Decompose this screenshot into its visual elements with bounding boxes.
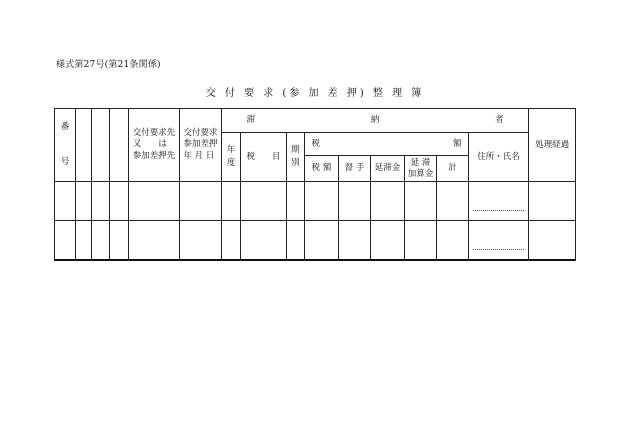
header-tax-amount-group: 税 額: [305, 133, 469, 156]
header-row-1: [55, 109, 576, 133]
cell-tax-item[interactable]: [241, 221, 287, 261]
cell-delinquency-charge[interactable]: [371, 182, 405, 221]
cell-overdue-surcharge[interactable]: [405, 221, 437, 261]
cell-dunning-fee[interactable]: [339, 182, 371, 221]
cell-number[interactable]: [55, 182, 76, 221]
header-period: 期 別: [287, 133, 305, 182]
header-address-name: 住所・氏名: [469, 133, 529, 182]
header-processing: 処理経過: [529, 109, 576, 182]
cell-processing[interactable]: [529, 182, 576, 221]
cell-year[interactable]: [222, 221, 241, 261]
cell-blank-3[interactable]: [110, 221, 129, 261]
cell-dunning-fee[interactable]: [339, 221, 371, 261]
header-total: 計: [437, 156, 469, 182]
cell-year[interactable]: [222, 182, 241, 221]
form-number: 様式第27号(第21条関係): [56, 60, 161, 70]
cell-processing[interactable]: [529, 221, 576, 261]
cell-blank-1[interactable]: [76, 221, 92, 261]
address-name-divider: [473, 249, 524, 250]
header-delinquency-charge: 延滞金: [371, 156, 405, 182]
cell-request-date[interactable]: [180, 182, 222, 221]
header-dunning-fee: 督 手: [339, 156, 371, 182]
header-blank-1: [76, 109, 92, 182]
cell-total[interactable]: [437, 221, 469, 261]
header-request-target: 交付要求先 又 は 参加差押先: [129, 109, 180, 182]
cell-tax-amount[interactable]: [305, 182, 339, 221]
ledger-table: [54, 108, 576, 261]
cell-blank-3[interactable]: [110, 182, 129, 221]
header-year: 年 度: [222, 133, 241, 182]
header-blank-3: [110, 109, 129, 182]
cell-number[interactable]: [55, 221, 76, 261]
cell-blank-1[interactable]: [76, 182, 92, 221]
cell-tax-item[interactable]: [241, 182, 287, 221]
cell-request-date[interactable]: [180, 221, 222, 261]
cell-delinquency-charge[interactable]: [371, 221, 405, 261]
cell-overdue-surcharge[interactable]: [405, 182, 437, 221]
header-blank-2: [92, 109, 110, 182]
cell-address-name[interactable]: [469, 182, 529, 221]
cell-blank-2[interactable]: [92, 182, 110, 221]
header-overdue-surcharge: 延 滞 加算金: [405, 156, 437, 182]
cell-period[interactable]: [287, 221, 305, 261]
cell-total[interactable]: [437, 182, 469, 221]
cell-period[interactable]: [287, 182, 305, 221]
cell-tax-amount[interactable]: [305, 221, 339, 261]
header-number: 番 号: [55, 109, 76, 182]
table-row: [55, 221, 576, 261]
header-tax-item: 税 目: [241, 133, 287, 182]
header-request-date: 交付要求 参加差押 年 月 日: [180, 109, 222, 182]
table-row: [55, 182, 576, 221]
cell-request-target[interactable]: [129, 221, 180, 261]
cell-request-target[interactable]: [129, 182, 180, 221]
address-name-divider: [473, 210, 524, 211]
header-tax-amount: 税 額: [305, 156, 339, 182]
document-title: 交 付 要 求 (参 加 差 押) 整 理 簿: [205, 88, 425, 99]
cell-blank-2[interactable]: [92, 221, 110, 261]
header-delinquent-taxpayer: 滞 納 者: [222, 109, 529, 133]
cell-address-name[interactable]: [469, 221, 529, 261]
